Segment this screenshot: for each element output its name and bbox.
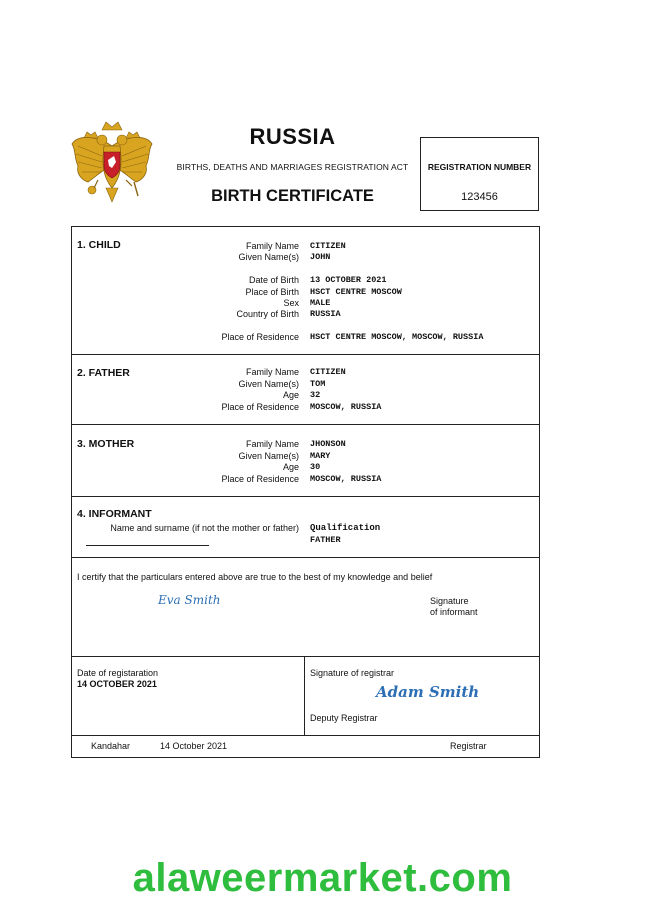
deputy-registrar-label: Deputy Registrar — [310, 713, 378, 723]
document-title: BIRTH CERTIFICATE — [211, 187, 374, 205]
registration-date-label: Date of registaration — [77, 668, 159, 678]
certificate-table — [71, 226, 540, 758]
mother-age: 30 — [310, 462, 321, 472]
child-family-name-label: Family Name — [245, 241, 299, 251]
registration-number: 123456 — [461, 191, 498, 203]
mother-family-name-label: Family Name — [245, 439, 299, 449]
section-heading-child: 1. CHILD — [77, 239, 121, 251]
mother-age-label: Age — [282, 462, 299, 472]
child-residence-label: Place of Residence — [221, 332, 299, 342]
footer-place: Kandahar — [91, 741, 131, 751]
child-cob: RUSSIA — [310, 309, 341, 319]
divider — [72, 656, 539, 657]
divider — [72, 424, 539, 425]
registration-number-box — [420, 137, 539, 211]
father-residence-label: Place of Residence — [221, 402, 299, 412]
section-heading-informant: 4. INFORMANT — [77, 508, 152, 520]
informant-qualification-label: Qualification — [310, 523, 381, 533]
registration-date: 14 OCTOBER 2021 — [77, 679, 157, 689]
signature-label: Signature — [430, 596, 469, 606]
child-sex: MALE — [310, 298, 331, 308]
registrar-signature: Adam Smith — [376, 683, 480, 701]
section-heading-mother: 3. MOTHER — [77, 438, 135, 450]
mother-given-names: MARY — [310, 451, 331, 461]
divider — [72, 354, 539, 355]
child-dob-label: Date of Birth — [248, 275, 299, 285]
mother-family-name: JHONSON — [310, 439, 346, 449]
father-age: 32 — [310, 390, 321, 400]
country-title: RUSSIA — [249, 124, 336, 149]
father-given-names-label: Given Name(s) — [238, 379, 299, 389]
informant-name-label: Name and surname (if not the mother or father) — [110, 523, 299, 533]
father-family-name-label: Family Name — [245, 367, 299, 377]
child-dob: 13 OCTOBER 2021 — [310, 275, 387, 285]
footer-registrar: Registrar — [450, 741, 487, 751]
child-pob: HSCT CENTRE MOSCOW — [310, 287, 402, 297]
informant-qualification: FATHER — [310, 535, 341, 545]
divider — [72, 735, 539, 736]
registration-act: BIRTHS, DEATHS AND MARRIAGES REGISTRATION ACT — [176, 162, 409, 172]
mother-residence: MOSCOW, RUSSIA — [310, 474, 382, 484]
child-residence: HSCT CENTRE MOSCOW, MOSCOW, RUSSIA — [310, 332, 484, 342]
child-family-name: CITIZEN — [310, 241, 346, 251]
signature-of-informant-label: of informant — [430, 607, 478, 617]
mother-given-names-label: Given Name(s) — [238, 451, 299, 461]
certification-statement: I certify that the particulars entered above are true to the best of my knowledge and belief — [77, 572, 433, 582]
child-sex-label: Sex — [283, 298, 299, 308]
child-given-names-label: Given Name(s) — [238, 252, 299, 262]
divider — [304, 656, 305, 735]
russian-coat-of-arms-emblem-icon — [68, 116, 156, 208]
father-family-name: CITIZEN — [310, 367, 346, 377]
father-given-names: TOM — [310, 379, 326, 389]
father-age-label: Age — [282, 390, 299, 400]
mother-residence-label: Place of Residence — [221, 474, 299, 484]
registrar-signature-label: Signature of registrar — [310, 668, 395, 678]
child-given-names: JOHN — [310, 252, 331, 262]
child-pob-label: Place of Birth — [245, 287, 299, 297]
divider — [72, 557, 539, 558]
registration-number-label: REGISTRATION NUMBER — [427, 162, 532, 172]
footer-date: 14 October 2021 — [160, 741, 228, 751]
watermark: alaweermarket.com — [132, 856, 513, 900]
father-residence: MOSCOW, RUSSIA — [310, 402, 382, 412]
informant-name-line — [86, 545, 209, 546]
section-heading-father: 2. FATHER — [77, 367, 130, 379]
informant-signature: Eva Smith — [158, 593, 221, 607]
child-cob-label: Country of Birth — [236, 309, 299, 319]
divider — [72, 496, 539, 497]
